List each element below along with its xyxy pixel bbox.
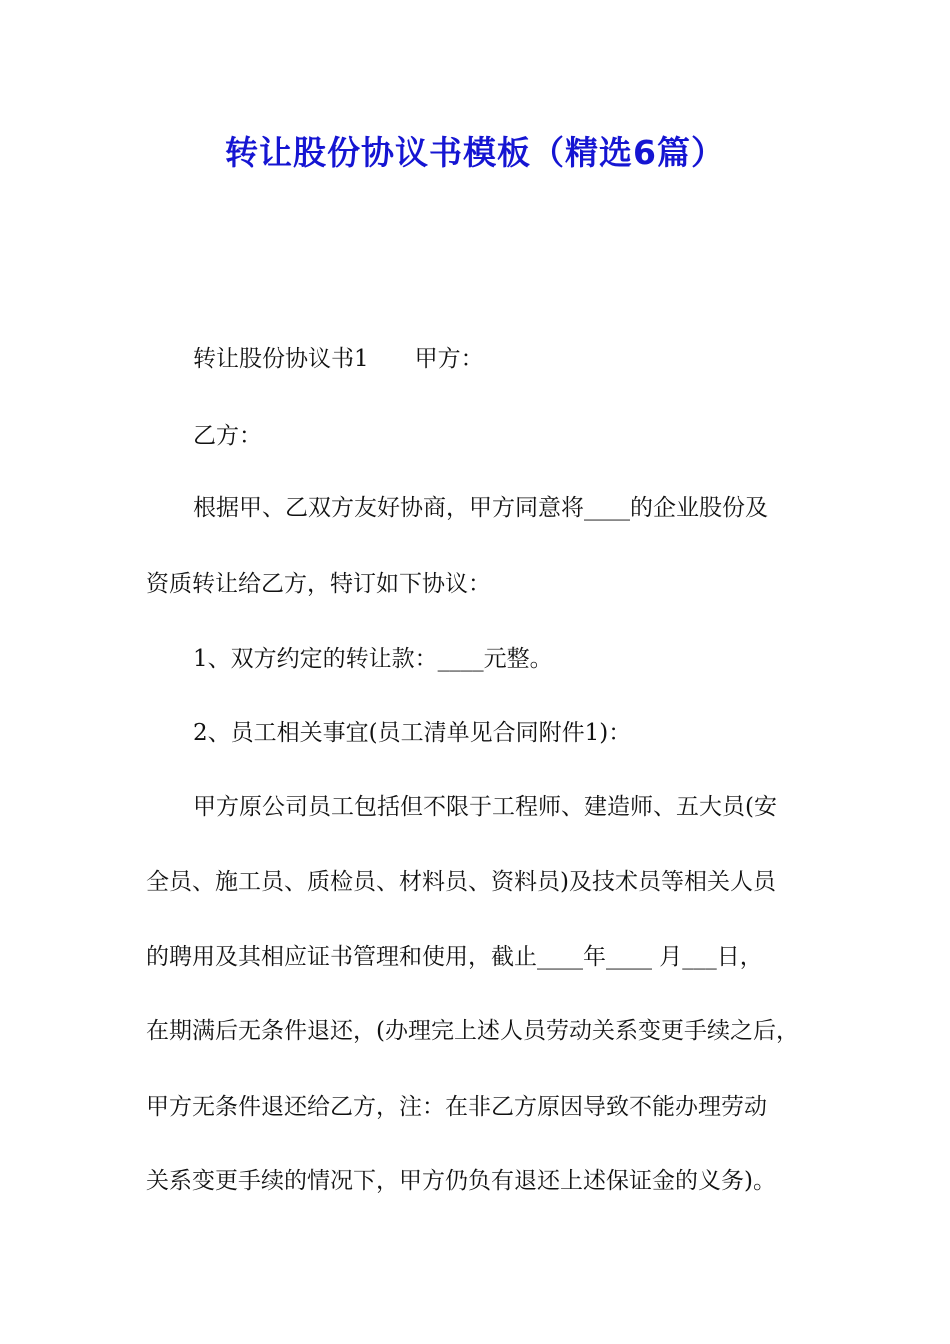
paragraph-line: 在期满后无条件退还，(办理完上述人员劳动关系变更手续之后，	[146, 1018, 799, 1044]
paragraph-line: 甲方原公司员工包括但不限于工程师、建造师、五大员(安	[193, 794, 777, 820]
paragraph-line: 甲方无条件退还给乙方，注：在非乙方原因导致不能办理劳动	[146, 1094, 767, 1120]
paragraph-line: 根据甲、乙双方友好协商，甲方同意将____的企业股份及	[193, 495, 768, 521]
paragraph-line: 全员、施工员、质检员、材料员、资料员)及技术员等相关人员	[146, 869, 776, 895]
paragraph-line-clause-1: 1、双方约定的转让款：____元整。	[193, 646, 553, 672]
paragraph-line-party-b: 乙方：	[193, 423, 262, 449]
paragraph-line: 的聘用及其相应证书管理和使用，截止____年____ 月___日，	[146, 944, 763, 970]
paragraph-line-agreement-heading: 转让股份协议书1 甲方：	[193, 346, 484, 372]
document-title: 转让股份协议书模板（精选6篇）	[225, 133, 725, 172]
paragraph-line: 资质转让给乙方，特订如下协议：	[146, 571, 491, 597]
paragraph-line: 关系变更手续的情况下，甲方仍负有退还上述保证金的义务)。	[146, 1168, 776, 1194]
paragraph-line-clause-2: 2、员工相关事宜(员工清单见合同附件1)：	[193, 720, 632, 746]
